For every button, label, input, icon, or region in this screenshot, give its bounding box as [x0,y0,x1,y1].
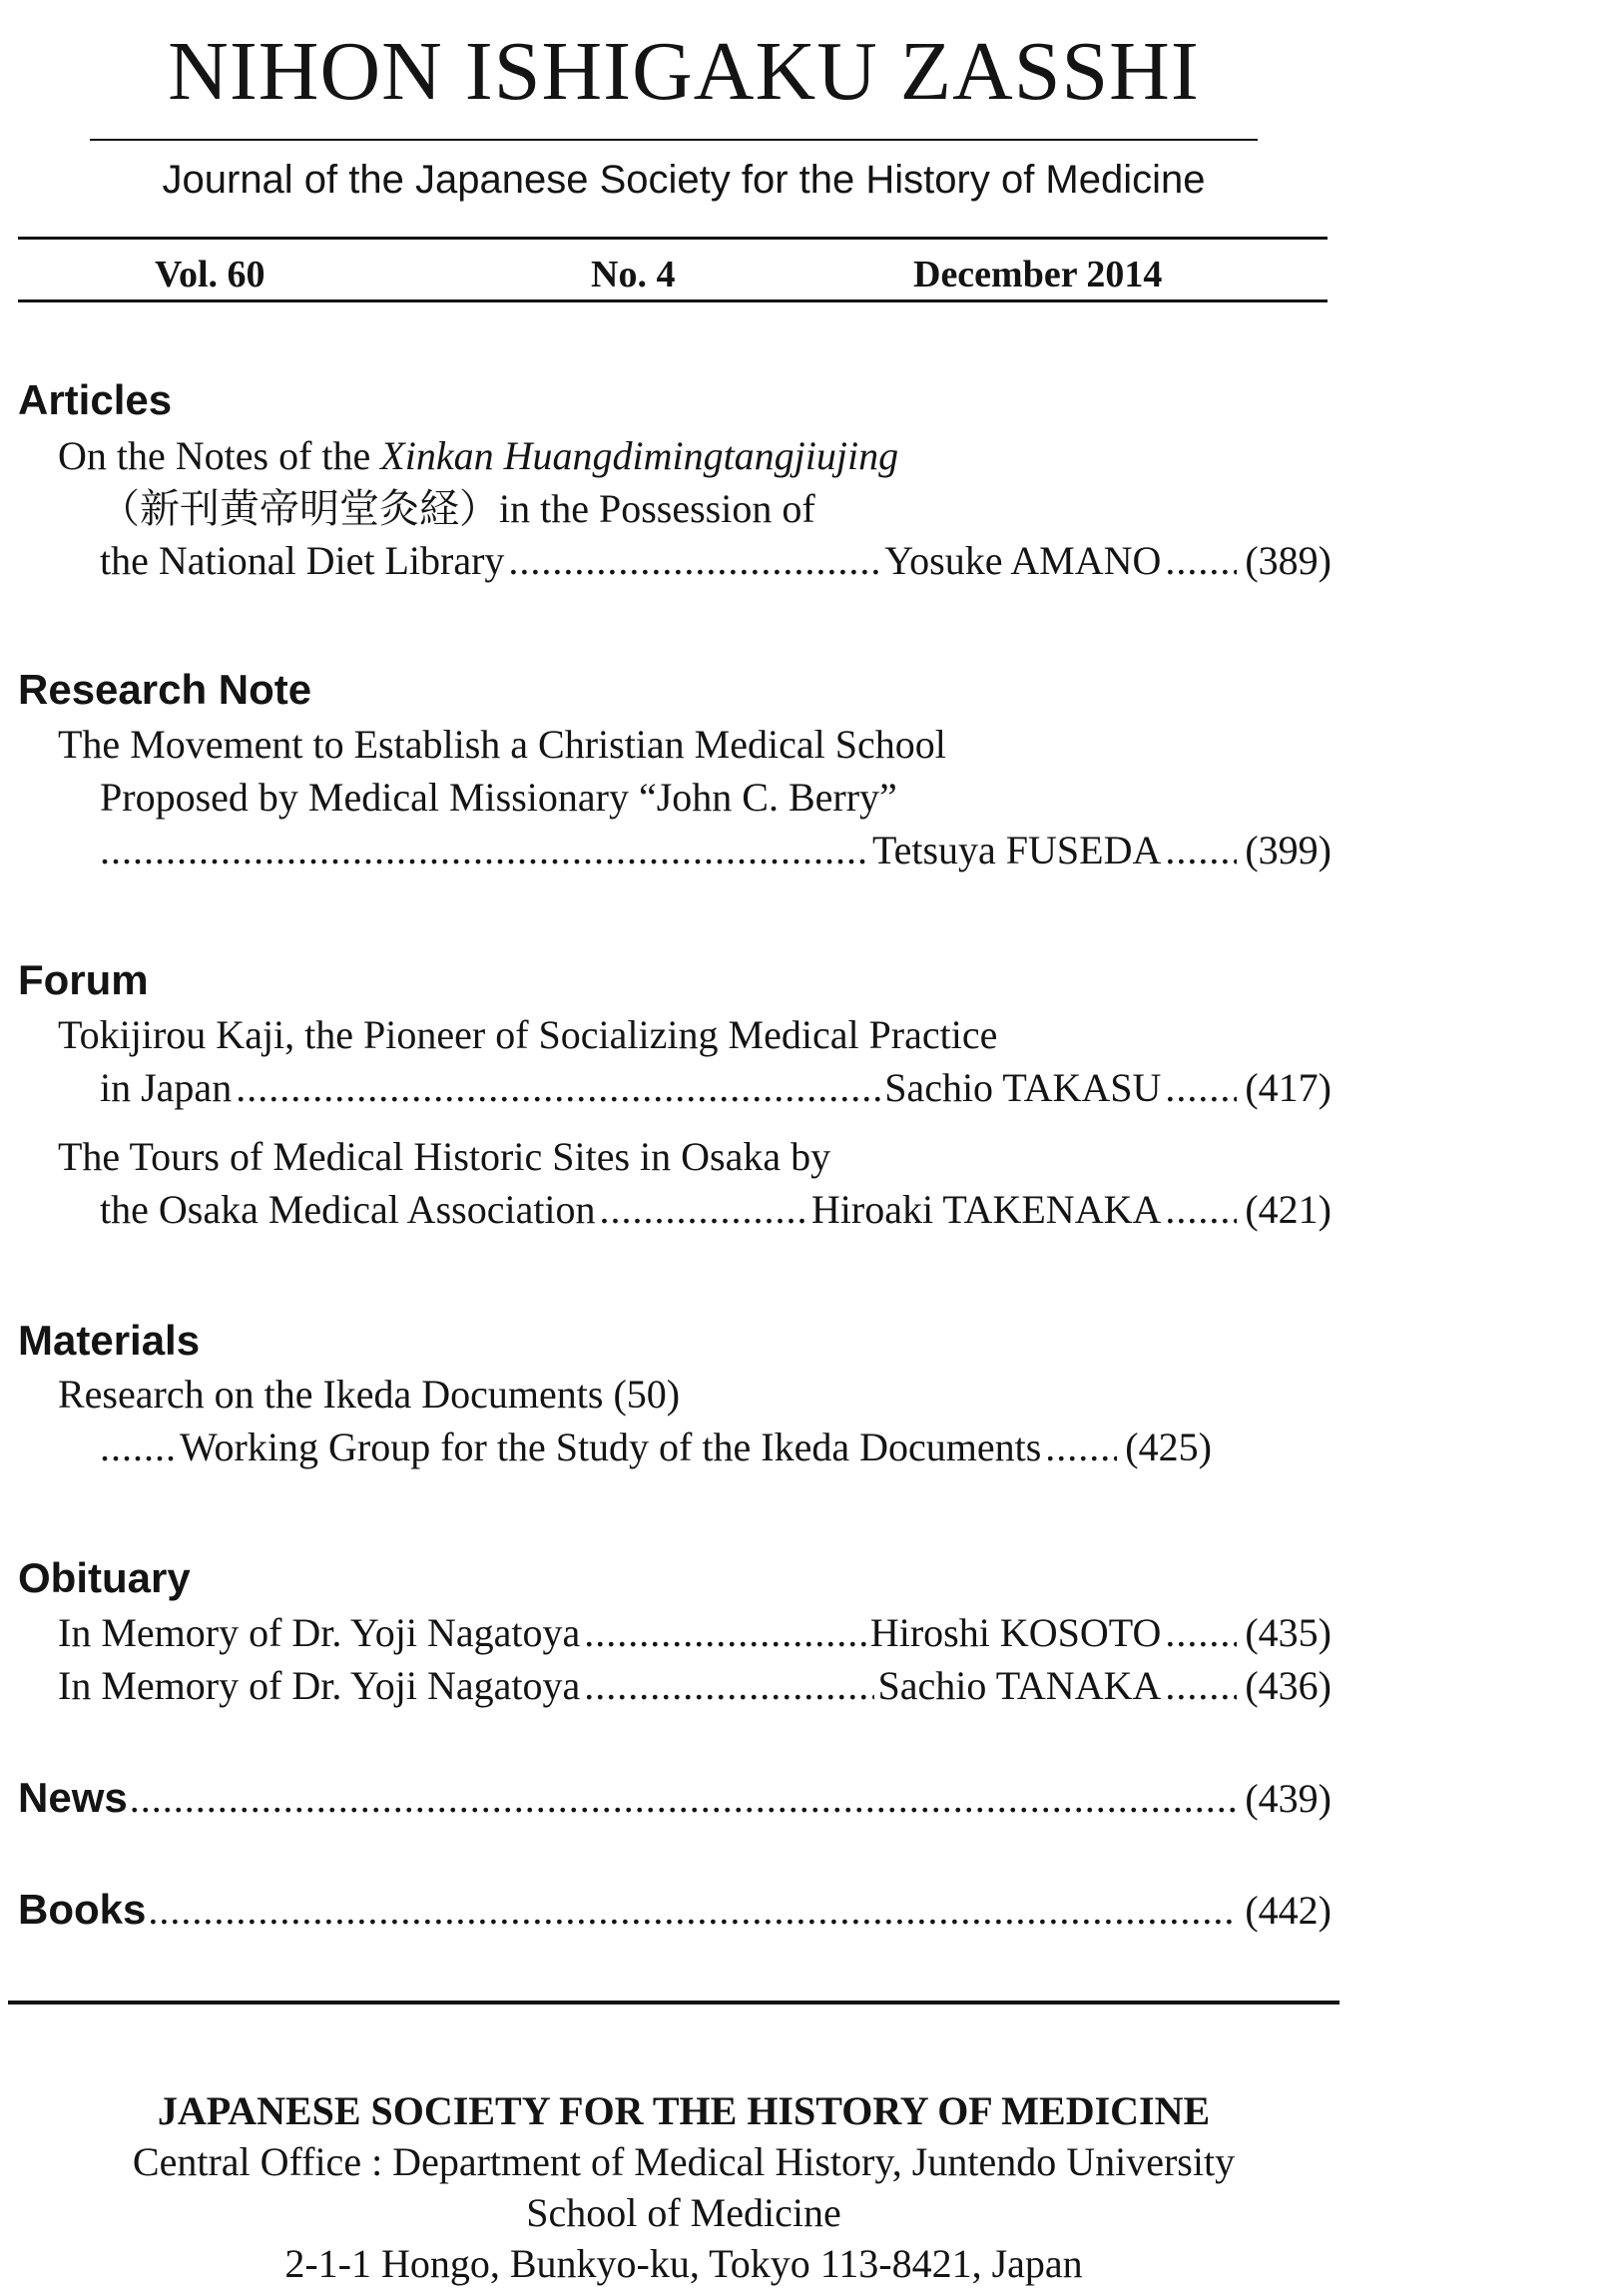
toc-entry-page: (442) [1245,1888,1331,1933]
footer-rule [8,2001,1339,2005]
office-line-2: School of Medicine [526,2190,841,2235]
toc-entry-page: (389) [1245,538,1331,583]
title-divider [90,139,1258,141]
section-heading-books: Books [18,1886,147,1933]
toc-entry-row-news[interactable] [18,1772,1331,1825]
issue-top-rule [18,237,1328,240]
dot-leader [508,535,880,587]
toc-entry-page: (425) [1125,1425,1212,1469]
office-address: 2-1-1 Hongo, Bunkyo-ku, Tokyo 113-8421, Japan [284,2241,1083,2286]
section-heading-news: News [18,1774,128,1821]
dot-leader [584,1660,873,1712]
toc-entry-row[interactable] [58,1660,1331,1712]
section-heading-obituary: Obituary [18,1554,191,1601]
dot-leader [130,1773,1238,1825]
section-heading-articles: Articles [18,376,173,423]
toc-entry-author: Sachio TANAKA [877,1663,1162,1708]
toc-entry-title-line: Research on the Ikeda Documents (50) [58,1372,681,1417]
issue-number: No. 4 [591,254,676,295]
section-heading-materials: Materials [18,1317,201,1364]
dot-leader [1165,1184,1237,1236]
toc-entry-title-line: The Tours of Medical Historic Sites in Osaka by [58,1134,831,1179]
toc-entry-title-line: The Movement to Establish a Christian Medical School [58,722,946,767]
toc-entry-author: Yosuke AMANO [884,538,1162,583]
dot-leader [1165,1660,1237,1712]
toc-entry-title: the Osaka Medical Association [100,1187,596,1232]
dot-leader [1165,1607,1237,1659]
toc-entry-page: (399) [1245,828,1331,872]
toc-entry-page: (421) [1245,1187,1331,1232]
journal-title: NIHON ISHIGAKU ZASSHI [168,25,1200,118]
toc-entry-title: In Memory of Dr. Yoji Nagatoya [58,1663,581,1708]
journal-subtitle: Journal of the Japanese Society for the History of Medicine [162,158,1206,202]
issue-volume: Vol. 60 [155,254,266,295]
dot-leader [1165,535,1237,587]
toc-entry-row[interactable] [58,1607,1331,1659]
dot-leader [236,1062,880,1114]
society-name: JAPANESE SOCIETY FOR THE HISTORY OF MEDICINE [157,2088,1211,2133]
section-heading-forum: Forum [18,956,149,1003]
issue-date: December 2014 [913,254,1163,295]
toc-entry-author: Sachio TAKASU [884,1065,1162,1110]
toc-entry-row[interactable] [100,825,1331,876]
toc-entry-author: Working Group for the Study of the Ikeda Documents [180,1425,1042,1469]
toc-entry-title-line: Proposed by Medical Missionary “John C. Berry” [100,775,897,820]
toc-entry-title-line: Tokijirou Kaji, the Pioneer of Socializing Medical Practice [58,1012,998,1057]
toc-entry-title: the National Diet Library [100,538,505,583]
dot-leader [600,1184,807,1236]
section-heading-research-note: Research Note [18,666,312,713]
toc-entry-row[interactable] [100,1422,1331,1473]
toc-entry-page: (436) [1245,1663,1331,1708]
dot-leader [584,1607,866,1659]
toc-entry-page: (435) [1245,1610,1331,1655]
toc-entry-author: Hiroaki TAKENAKA [810,1187,1162,1232]
title-italic-text: Xinkan Huangdimingtangjiujing [380,433,899,478]
dot-leader [1045,1422,1117,1473]
toc-entry-title: In Memory of Dr. Yoji Nagatoya [58,1610,581,1655]
toc-entry-row[interactable] [100,535,1331,587]
toc-entry-author: Hiroshi KOSOTO [869,1610,1162,1655]
toc-entry-page: (417) [1245,1065,1331,1110]
toc-entry-author: Tetsuya FUSEDA [871,828,1162,872]
toc-entry-row-books[interactable] [18,1884,1331,1937]
dot-leader [1165,1062,1237,1114]
dot-leader [100,825,868,876]
toc-entry-page: (439) [1245,1776,1331,1821]
dot-leader [100,1422,176,1473]
issue-bottom-rule [18,299,1328,302]
office-line-1: Central Office : Department of Medical History, Juntendo University [132,2139,1236,2184]
toc-entry-title-line: （新刊黄帝明堂灸経）in the Possession of [100,486,815,531]
toc-entry-title: in Japan [100,1065,233,1110]
title-text: On the Notes of the [58,433,381,478]
toc-entry-row[interactable] [100,1184,1331,1236]
dot-leader [148,1885,1237,1937]
dot-leader [1165,825,1237,876]
toc-entry-row[interactable] [100,1062,1331,1114]
toc-entry-title-line [58,430,898,482]
